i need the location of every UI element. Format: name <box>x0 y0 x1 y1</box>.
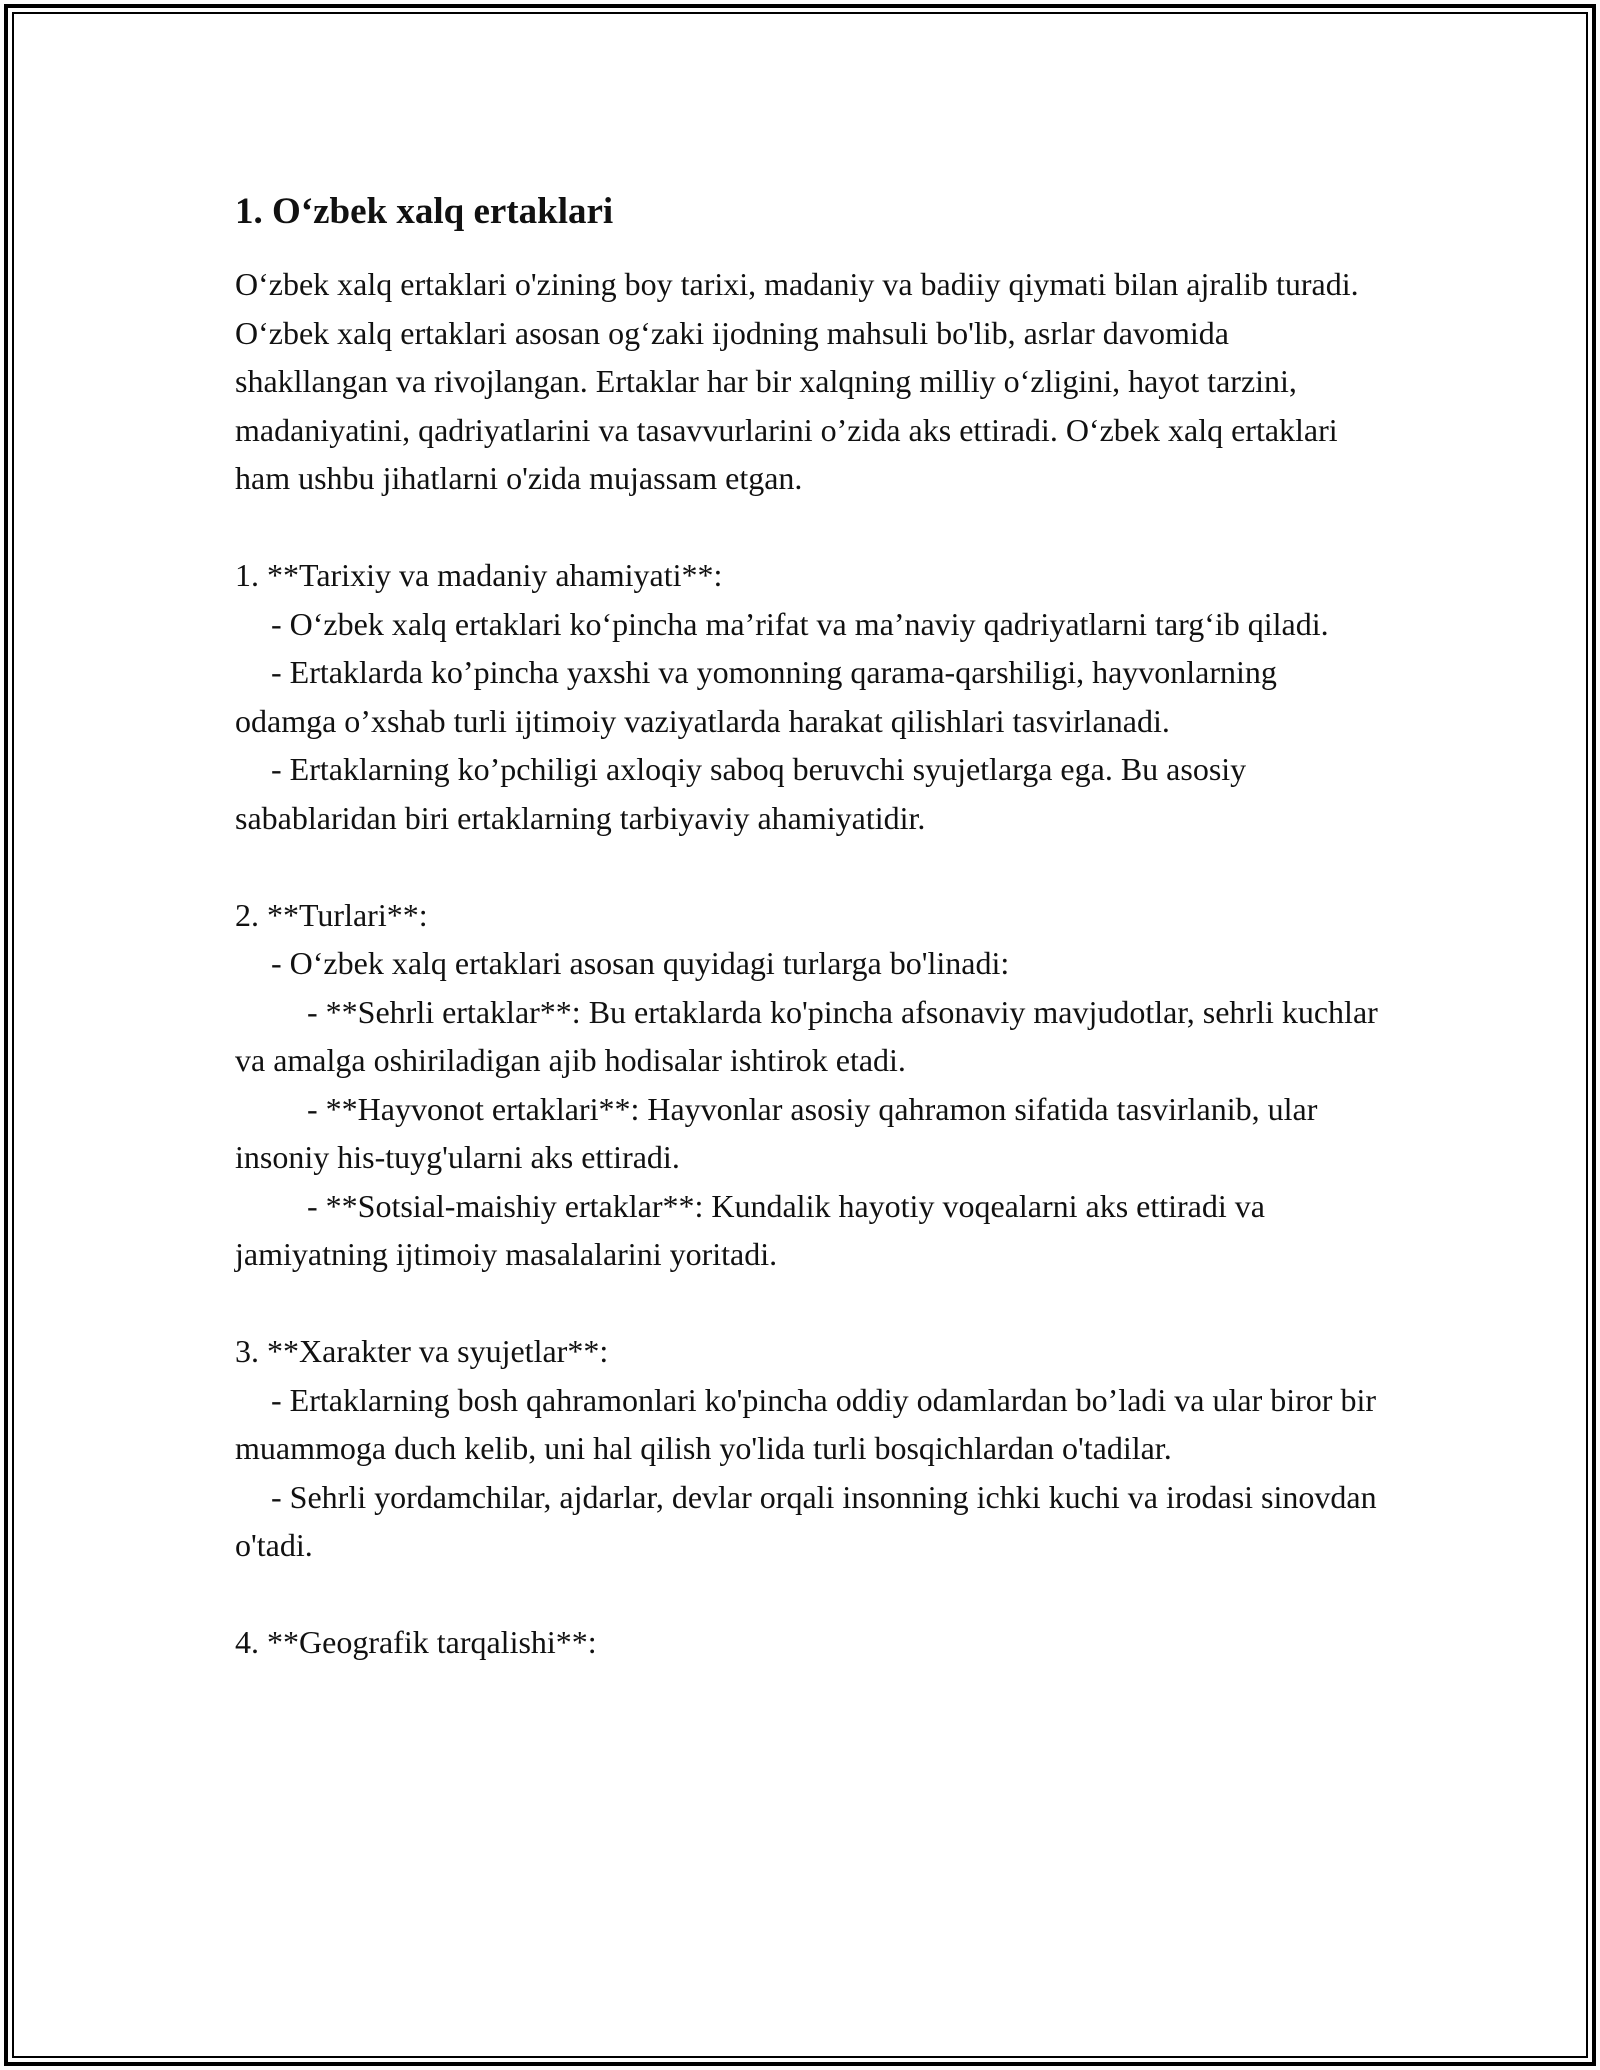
list-item: - Ertaklarning bosh qahramonlari ko'pincha oddiy odamlardan bo’ladi va ular biror bir muammoga duch kelib, uni hal qilish yo'lida turli bosqichlardan o'tadilar. <box>235 1381 1376 1466</box>
list-item: - **Hayvonot ertaklari**: Hayvonlar asosiy qahramon sifatida tasvirlanib, ular insoniy his-tuyg'ularni aks ettiradi. <box>235 1090 1318 1175</box>
section-title: 1. **Tarixiy va madaniy ahamiyati**: <box>235 557 723 593</box>
list-item: - **Sotsial-maishiy ertaklar**: Kundalik hayotiy voqealarni aks ettiradi va jamiyatning ijtimoiy masalalarini yoritadi. <box>235 1187 1265 1272</box>
intro-paragraph: O‘zbek xalq ertaklari o'zining boy tarixi, madaniy va badiiy qiymati bilan ajralib turadi. O‘zbek xalq ertaklari asosan og‘zaki ijodning mahsuli bo'lib, asrlar davomida shakllangan va rivojlangan. Ertaklar har bir xalqning milliy o‘zligini, hayot tarzini, madaniyatini, qadriyatlarini va tasavvurlarini o’zida aks ettiradi. O‘zbek xalq ertaklari ham ushbu jihatlarni o'zida mujassam etgan. <box>235 266 1359 496</box>
list-item: - Ertaklarda ko’pincha yaxshi va yomonning qarama-qarshiligi, hayvonlarning odamga o’xshab turli ijtimoiy vaziyatlarda harakat qilishlari tasvirlanadi. <box>235 654 1277 739</box>
document-body <box>235 188 1385 1667</box>
section-title: 4. **Geografik tarqalishi**: <box>235 1624 597 1660</box>
section-geography <box>235 1618 1385 1667</box>
section-types <box>235 891 1385 1279</box>
section-title: 3. **Xarakter va syujetlar**: <box>235 1333 609 1369</box>
section-history <box>235 551 1385 842</box>
list-item: - Ertaklarning ko’pchiligi axloqiy saboq beruvchi syujetlarga ega. Bu asosiy sabablaridan biri ertaklarning tarbiyaviy ahamiyatidir. <box>235 751 1247 836</box>
list-item: - O‘zbek xalq ertaklari ko‘pincha ma’rifat va ma’naviy qadriyatlarni targ‘ib qiladi. <box>271 605 1329 642</box>
list-item: - **Sehrli ertaklar**: Bu ertaklarda ko'pincha afsonaviy mavjudotlar, sehrli kuchlar va amalga oshiriladigan ajib hodisalar ishtirok etadi. <box>235 993 1378 1078</box>
list-item: - O‘zbek xalq ertaklari asosan quyidagi turlarga bo'linadi: <box>271 945 1010 981</box>
list-item: - Sehrli yordamchilar, ajdarlar, devlar orqali insonning ichki kuchi va irodasi sinovdan o'tadi. <box>235 1478 1377 1563</box>
document-heading: 1. O‘zbek xalq ertaklari <box>235 191 614 232</box>
section-characters <box>235 1327 1385 1570</box>
section-title: 2. **Turlari**: <box>235 896 428 933</box>
